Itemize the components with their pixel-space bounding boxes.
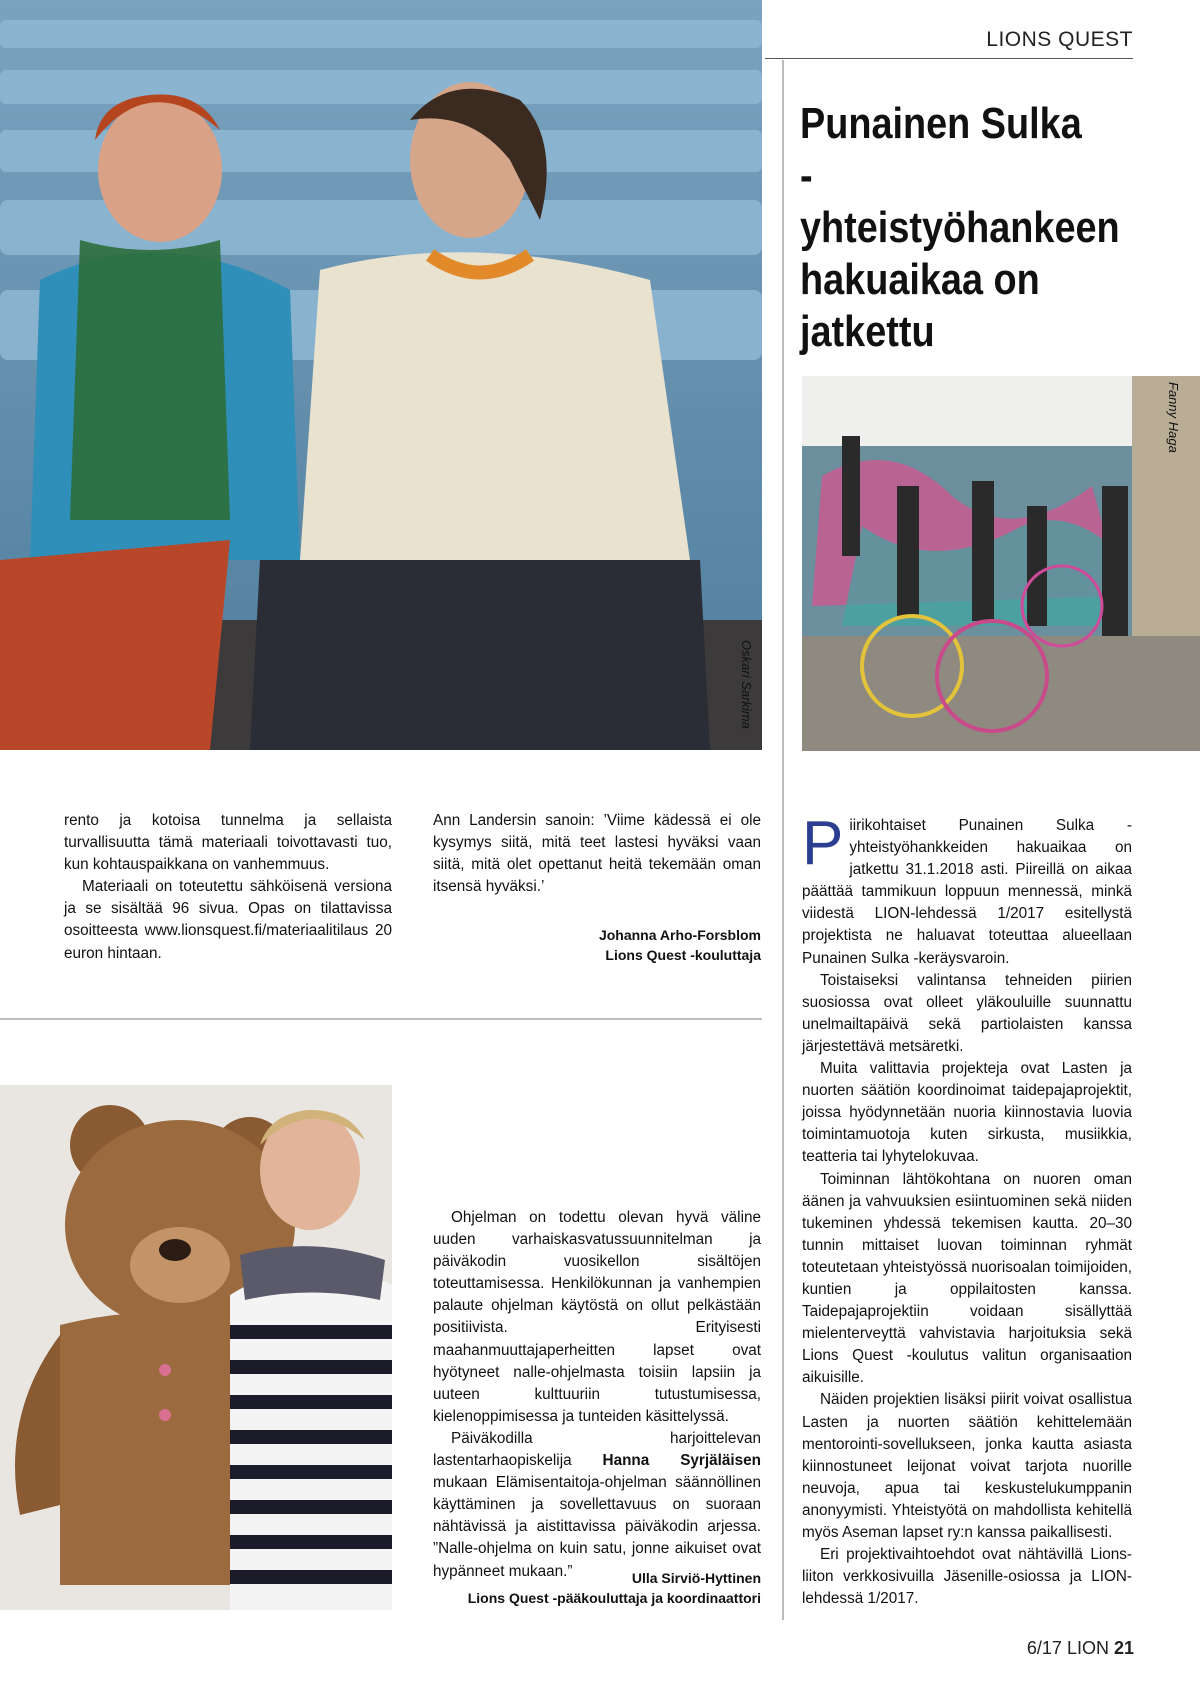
signature-1-role: Lions Quest -kouluttaja: [605, 947, 761, 963]
col2b-paragraph-1: Ohjelman on todettu olevan hyvä väline uuden varhaiskasvatussuunnitelman ja päiväkodin vuosikellon sisältöjen toteuttamisessa. Henkilökunnan ja vanhempien palaute ohjelman käytöstä on ollut pelkästään positiivista. Erityisesti maahanmuuttajaperheitten lapset ovat hyötyneet nalle-ohjelmasta toisiin lapsiin ja uuteen kulttuuriin tutustumisessa, kielenoppimisessa ja tunteiden käsittelyssä.: [433, 1209, 761, 1425]
page-footer: [1027, 1638, 1134, 1659]
col2b-paragraph-2: [433, 1428, 761, 1583]
photo-teddy: [0, 1085, 392, 1610]
column-3: [802, 809, 1132, 1610]
col3-paragraph-1-text: iirikohtaiset Punainen Sulka -yhteistyöhankkeiden hakuaikaa on jatkettu 31.1.2018 asti. Piireillä on aikaa päättää tammikuun loppuun mennessä, minkä viidestä LION-lehdessä 1/2017 esitellystä projektista ne haluavat toteuttaa alueellaan Punainen Sulka -keräysvaroin.: [802, 817, 1132, 967]
col2b-p2-pre: Päiväkodilla harjoittelevan lastentarhaopiskelija: [433, 1429, 761, 1470]
photo-group-graffiti-wall-icon: [802, 376, 1200, 751]
column-2-top: [433, 810, 761, 898]
signature-2: [433, 1568, 761, 1608]
column-divider-vertical: [782, 60, 784, 1620]
col3-paragraph-5: Näiden projektien lisäksi piirit voivat osallistua Lasten ja nuorten säätiön kehittelemään mentorointi-sovellukseen, jonka kautta asiasta kiinnostuneet leijonat voivat tarjota nuorille neuvoja, apua tai keskustelukumppanin anonyymisti. Yhteistyötä on mahdollista kehitellä myös Aseman lapset ry:n kanssa paikallisesti.: [802, 1391, 1132, 1541]
column-1: [64, 810, 392, 965]
col3-paragraph-6: Eri projektivaihtoehdot ovat nähtävillä Lions-liiton verkkosivuilla Jäsenille-osiossa ja LION-lehdessä 1/2017.: [802, 1546, 1132, 1608]
article-title: Punainen Sulka -yhteistyöhankeen hakuaikaa on jatkettu: [800, 99, 1120, 356]
person-name-hanna: Hanna Syrjäläisen: [602, 1452, 761, 1470]
col3-paragraph-2: Toistaiseksi valintansa tehneiden piirien suosiossa ovat olleet yläkouluille suunnattu unelmailtapäivä sekä partiolaisten kanssa järjestettävä metsäretki.: [802, 971, 1132, 1055]
col3-paragraph-4: Toiminnan lähtökohtana on nuoren oman äänen ja vahvuuksien esiintuominen sekä niiden tukeminen yhdessä tekemisen kautta. 20–30 tunnin mittaiset luovan toiminnan ryhmät toteutetaan yhteistyössä nuorisoalan toimijoiden, kuntien ja oppilaitosten kanssa. Taidepajaprojektiin voidaan sisällyttää mielenterveyttä vahvistavia harjoituksia sekä Lions Quest -koulutus valitun organisaation aikuisille.: [802, 1170, 1132, 1387]
photo-auditorium: [0, 0, 762, 750]
section-label: LIONS QUEST: [765, 28, 1133, 59]
col2b-p2-post: mukaan Elämisentaitoja-ohjelman säännöllinen käyttäminen ja sovellettavuus on suoraan nähtävissä ja aistittavissa päiväkodin arjessa. ”Nalle-ohjelma on kuin satu, jonne aikuiset ovat hypänneet mukaan.”: [433, 1474, 761, 1580]
col1-paragraph-1: rento ja kotoisa tunnelma ja sellaista turvallisuutta tämä materiaali toivottavasti tuo, kun kohtauspaikkana on vanhemmuus.: [64, 812, 392, 874]
photo-graffiti: [802, 376, 1200, 751]
signature-2-role: Lions Quest -pääkouluttaja ja koordinaattori: [467, 1590, 761, 1606]
signature-1: [433, 925, 761, 965]
photo-woman-with-teddy-bear-mural-icon: [0, 1085, 392, 1610]
col3-paragraph-1: [802, 809, 1132, 970]
photo-two-people-in-auditorium-icon: [0, 0, 762, 750]
photo-credit-auditorium: Oskari Sarkima: [739, 640, 754, 729]
col1-paragraph-2: Materiaali on toteutettu sähköisenä versiona ja se sisältää 96 sivua. Opas on tilattavissa osoitteesta www.lionsquest.fi/materiaalitilaus 20 euron hintaan.: [64, 878, 392, 962]
footer-issue: 6/17: [1026, 1638, 1062, 1658]
col2-paragraph-1: Ann Landersin sanoin: ’Viime kädessä ei ole kysymys siitä, mitä teet lastesi hyväksi vaan siitä, mitä olet opettanut heitä tekemään oman itsensä hyväksi.’: [433, 812, 761, 896]
footer-magazine: LION: [1066, 1638, 1109, 1658]
column-2-bottom: [433, 1207, 761, 1583]
horizontal-divider: [0, 1018, 762, 1020]
col3-paragraph-3: Muita valittavia projekteja ovat Lasten ja nuorten säätiön koordinoimat taidepajaprojektit, joissa hyödynnetään nuoria kiinnostavia luovia toimintamuotoja kuten sirkusta, musiikkia, teatteria tai lyhytelokuvaa.: [802, 1060, 1132, 1166]
photo-credit-graffiti: Fanny Haga: [1166, 382, 1181, 453]
signature-2-name: Ulla Sirviö-Hyttinen: [631, 1570, 761, 1586]
page-number: 21: [1113, 1638, 1134, 1658]
dropcap: P: [802, 809, 844, 878]
signature-1-name: Johanna Arho-Forsblom: [598, 927, 761, 943]
